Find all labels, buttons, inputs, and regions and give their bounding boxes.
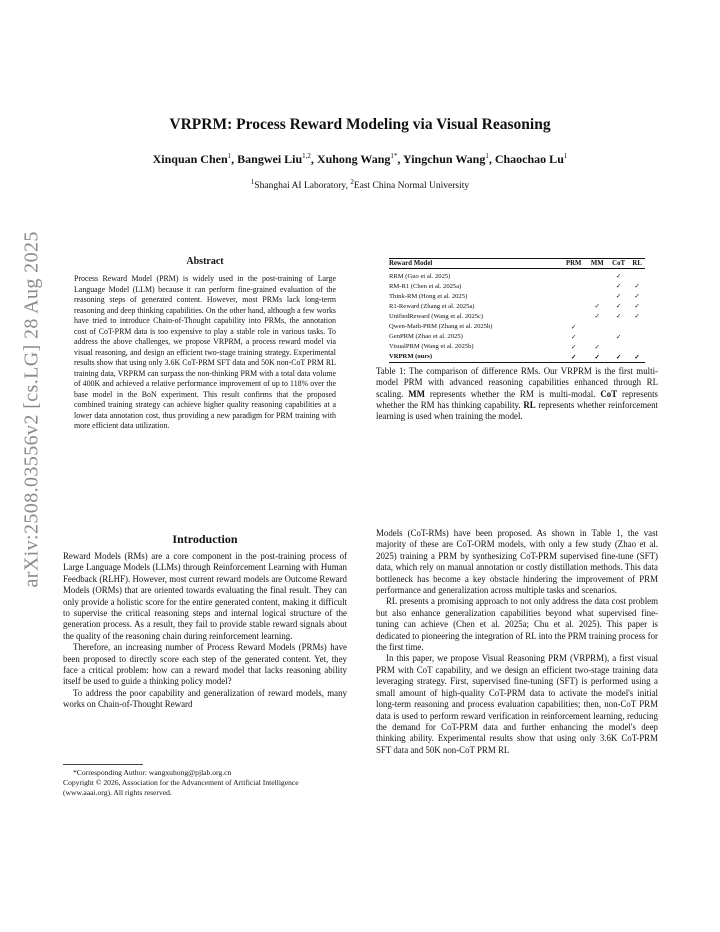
rl-cell: ✓	[634, 313, 640, 321]
cot-cell: ✓	[615, 303, 622, 311]
paragraph: Reward Models (RMs) are a core component in the post-training process of Large Language Models (LLMs) through Reinforcement Learning with Human Feedback (RLHF). However, most current reward models are Outcome Reward Models (ORMs) that are oriented towards evaluating the final result. They can only provide a holistic score for the entire generated content, making it difficult to supervise the critical reasoning steps and internal logical structure of the generation process. As a result, they fail to provide stable reward signals about the quality of the reasoning chain during reinforcement learning.	[63, 551, 347, 641]
footnote	[63, 768, 347, 797]
footnote-rule	[63, 764, 143, 765]
rl-cell	[629, 342, 645, 352]
caption-term: CoT	[600, 388, 618, 399]
model-name-cell: RRM (Guo et al. 2025)	[389, 272, 451, 280]
paragraph: To address the poor capability and generalization of reward models, many works on Chain-of-Thought Reward	[63, 687, 347, 710]
rl-cell	[629, 321, 645, 331]
paragraph: Models (CoT-RMs) have been proposed. As shown in Table 1, the vast majority of these are CoT-ORM models, with only a few study (Zhao et al. 2025) training a PRM by synthesizing CoT-PRM supervised fine-tune (SFT) data, which rely on manual annotation or costly distillation methods. This data bottleneck has become a key obstacle hindering the improvement of PRM performance and generalization across multiple tasks and scenarios.	[376, 528, 658, 596]
model-name-cell: VRPRM (ours)	[389, 353, 433, 361]
rl-cell	[629, 269, 645, 282]
comparison-table	[389, 258, 645, 363]
mm-cell	[587, 321, 608, 331]
mm-cell: ✓	[594, 343, 601, 351]
author-affil-mark: 1	[563, 152, 568, 160]
author-affil-mark: 1	[227, 152, 232, 160]
cot-cell: ✓	[615, 273, 622, 281]
caption-text: represents whether the RM has thinking capability.	[376, 388, 658, 410]
arxiv-stamp: arXiv:2508.03556v2 [cs.LG] 28 Aug 2025	[20, 231, 43, 588]
introduction-left-column	[63, 551, 347, 711]
author-affil-mark: 1*	[390, 152, 398, 160]
author: Chaochao Lu	[494, 152, 564, 166]
author: Xuhong Wang	[316, 152, 391, 166]
prm-cell	[561, 301, 587, 311]
caption-text: represents whether the RM is multi-modal.	[425, 388, 601, 399]
model-name-cell: R1-Reward (Zhang et al. 2025a)	[389, 302, 475, 310]
mm-cell: ✓	[594, 313, 601, 321]
table-row	[389, 311, 645, 321]
author-list: Xinquan Chen$^1$, Bangwei Liu$^{1,2}$, Xuhong Wang$^{1*}$, Yingchun Wang$^1$, Chaochao Lu$^1$	[152, 152, 568, 166]
prm-cell: ✓	[570, 323, 577, 331]
prm-cell	[561, 269, 587, 282]
paragraph: Therefore, an increasing number of Process Reward Models (PRMs) have been proposed to directly score each step of the generated content. Yet, they face a critical problem: how can a reward model that lacks reasoning ability itself be used to guide a thinking policy model?	[63, 642, 347, 687]
rl-cell: ✓	[634, 353, 640, 361]
corresponding-author-note: *Corresponding Author: wangxuhong@pjlab.org.cn	[73, 768, 232, 777]
prm-cell: ✓	[570, 343, 577, 351]
cot-cell	[608, 321, 629, 331]
rl-cell: ✓	[634, 303, 640, 311]
col-header: MM	[590, 260, 604, 267]
mm-cell: ✓	[594, 353, 601, 361]
rl-cell: ✓	[634, 283, 640, 291]
cot-cell	[608, 342, 629, 352]
mm-cell: ✓	[594, 303, 601, 311]
rl-cell: ✓	[634, 293, 640, 301]
col-header: PRM	[566, 260, 582, 267]
cot-cell: ✓	[615, 313, 622, 321]
table-row	[389, 332, 645, 342]
model-name-cell: Think-RM (Hong et al. 2025)	[389, 292, 468, 300]
author-affil-mark: 1,2	[302, 152, 311, 160]
paragraph: RL presents a promising approach to not only address the data cost problem but also enhance generalization capabilities beyond what supervised fine-tuning can achieve (Chen et al. 2025a; Chu et al. 2025). This paper is dedicated to pioneering the integration of RL into the PRM training process for the first time.	[376, 596, 658, 653]
author: Yingchun Wang	[402, 152, 486, 166]
rl-cell	[629, 332, 645, 342]
prm-cell	[561, 281, 587, 291]
table-row	[389, 269, 645, 282]
table-row	[389, 301, 645, 311]
author-affil-mark: 1	[485, 152, 489, 160]
cot-cell: ✓	[615, 293, 622, 301]
table-row-ours	[389, 352, 645, 363]
caption-term: RL	[523, 399, 536, 410]
table-row	[389, 291, 645, 301]
affil-mark: 1	[250, 178, 255, 186]
cot-cell: ✓	[615, 353, 622, 361]
cot-cell: ✓	[615, 333, 622, 341]
paper-title: VRPRM: Process Reward Modeling via Visual Reasoning	[169, 116, 551, 133]
col-header: CoT	[612, 260, 626, 267]
model-name-cell: GenPRM (Zhao et al. 2025)	[389, 333, 463, 341]
mm-cell	[587, 291, 608, 301]
affiliation: East China Normal University	[353, 181, 470, 192]
col-header: RL	[632, 260, 642, 267]
abstract-heading: Abstract	[186, 256, 224, 267]
caption-text: Table 1: The comparison of difference RMs. Our VRPRM is the first multi-model PRM with advanced reasoning capabilities enhanced through RL scaling.	[376, 366, 658, 399]
cot-cell: ✓	[615, 283, 622, 291]
introduction-right-column	[376, 528, 658, 756]
caption-text: represents whether reinforcement learning is used when training the model.	[376, 399, 658, 422]
author: Xinquan Chen	[152, 152, 228, 166]
copyright-note: Copyright © 2026, Association for the Advancement of Artificial Intelligence (www.aaai.org). All rights reserved.	[63, 777, 299, 797]
paragraph: In this paper, we propose Visual Reasoning PRM (VRPRM), a first visual PRM with CoT capability, and we design an efficient two-stage training data leveraging strategy. First, supervised fine-tuning (SFT) is performed using a small amount of high-quality CoT-PRM data to activate the model's initial long-term reasoning and process evaluation capabilities; then, non-CoT PRM data is used to perform reward verification in reinforcement learning, reducing the demand for CoT-PRM data and further enhancing the model's deep thinking ability. Experimental results show that using only 3.6K CoT-PRM SFT data and 50K non-CoT PRM RL	[376, 653, 658, 755]
introduction-heading: Introduction	[172, 532, 238, 546]
prm-cell: ✓	[570, 353, 577, 361]
model-name-cell: VisualPRM (Wang et al. 2025b)	[389, 343, 474, 351]
author: Bangwei Liu	[237, 152, 303, 166]
prm-cell	[561, 291, 587, 301]
affiliation: Shanghai AI Laboratory	[254, 181, 346, 192]
mm-cell	[587, 269, 608, 282]
model-name-cell: Qwen-Math-PRM (Zhang et al. 2025b)	[389, 323, 493, 331]
mm-cell	[587, 281, 608, 291]
mm-cell	[587, 332, 608, 342]
prm-cell	[561, 311, 587, 321]
table-row	[389, 321, 645, 331]
prm-cell: ✓	[570, 333, 577, 341]
col-header: Reward Model	[389, 260, 433, 267]
model-name-cell: UnifiedReward (Wang et al. 2025c)	[389, 312, 484, 320]
model-name-cell: RM-R1 (Chen et al. 2025a)	[389, 282, 462, 290]
table-row	[389, 342, 645, 352]
table-caption	[376, 366, 658, 422]
table-row	[389, 281, 645, 291]
affil-mark: 2	[350, 178, 354, 186]
affiliations: $^1$Shanghai AI Laboratory, $^2$East China Normal University	[250, 178, 470, 192]
abstract-text: Process Reward Model (PRM) is widely used in the post-training of Large Language Model (LLM) because it can perform fine-grained evaluation of the reasoning steps of generated content. However, most PRMs lack long-term reasoning and deep thinking capabilities. On the other hand, although a few works have tried to introduce Chain-of-Thought capability into PRMs, the annotation cost of CoT-PRM data is too expensive to play a stable role in various tasks. To address the above challenges, we propose VRPRM, a process reward model via visual reasoning, and design an efficient two-stage training strategy. Experimental results show that using only 3.6K CoT-PRM SFT data and 50K non-CoT PRM RL training data, VRPRM can surpass the non-thinking PRM with a total data volume of 400K and achieved a relative performance improvement of up to 118% over the base model in the BoN experiment. This result confirms that the proposed combined training strategy can achieve higher quality reasoning capabilities at a lower data annotation cost, thus providing a new paradigm for PRM training with more efficient data utilization.	[74, 274, 336, 430]
caption-term: MM	[408, 388, 425, 399]
